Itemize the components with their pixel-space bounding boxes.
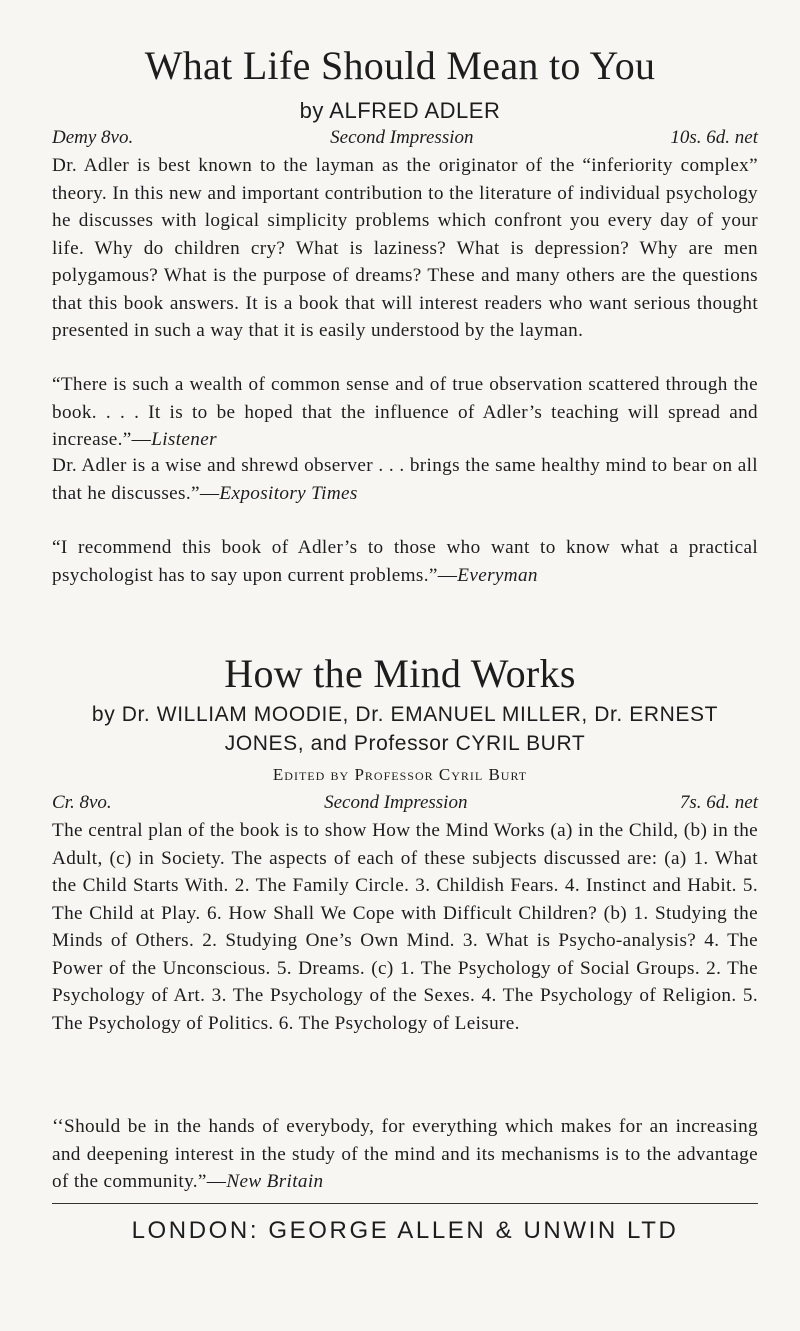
book1-impression: Second Impression (330, 127, 474, 148)
book1-review-3 (52, 534, 758, 589)
book2-editor: Edited by Professor Cyril Burt (272, 765, 528, 784)
book1-title: What Life Should Mean to You (144, 43, 656, 88)
review-source: Expository Times (219, 482, 358, 504)
review-text: “There is such a wealth of common sense and of true observation scattered through the book. . . . It is to be hoped that the influence of Adler’s teaching will spread and increase.”— (52, 374, 758, 450)
divider-rule (52, 1203, 758, 1204)
review-source: Everyman (457, 564, 538, 586)
book1-review-2 (52, 452, 758, 507)
book2-impression: Second Impression (324, 792, 468, 813)
book2-authors: by Dr. WILLIAM MOODIE, Dr. EMANUEL MILLER, Dr. ERNEST JONES, and Professor CYRIL BURT (91, 703, 719, 755)
book1-price: 10s. 6d. net (670, 127, 758, 148)
publisher-imprint: LONDON: GEORGE ALLEN & UNWIN LTD (131, 1217, 679, 1244)
book1-format: Demy 8vo. (52, 127, 134, 148)
book2-title: How the Mind Works (224, 651, 576, 696)
review-source: Listener (151, 429, 217, 450)
book1-review-1 (52, 371, 758, 454)
book1-description: Dr. Adler is best known to the layman as the originator of the “inferiority complex” theory. In this new and important contribution to the literature of individual psychology he discusses with logical simplicity problems which confront you every day of your life. Why do children cry? What is laziness? What is depression? Why are men polygamous? What is the purpose of dreams? These and many others are the questions that this book answers. It is a book that will interest readers who want serious thought presented in such a way that it is easily understood by the layman. (52, 155, 758, 341)
book2-price: 7s. 6d. net (679, 792, 758, 813)
review-text: “I recommend this book of Adler’s to those who want to know what a practical psychologist has to say upon current problems.”— (52, 537, 758, 586)
book2-review (52, 1113, 758, 1196)
book2-format: Cr. 8vo. (52, 792, 112, 813)
book2-meta (52, 792, 758, 814)
book1-meta (52, 127, 758, 149)
review-text: ‘‘Should be in the hands of everybody, for everything which makes for an increasing and deepening interest in the study of the mind and its mechanisms is to the advantage of the community.”— (52, 1116, 758, 1192)
book2-description: The central plan of the book is to show How the Mind Works (a) in the Child, (b) in the Adult, (c) in Society. The aspects of each of these subjects discussed are: (a) 1. What the Child Starts With. 2. The Family Circle. 3. Childish Fears. 4. Instinct and Habit. 5. The Child at Play. 6. How Shall We Cope with Difficult Children? (b) 1. Studying the Minds of Others. 2. Studying One’s Own Mind. 3. What is Psycho-analysis? 4. The Power of the Unconscious. 5. Dreams. (c) 1. The Psychology of Social Groups. 2. The Psychology of Art. 3. The Psychology of the Sexes. 4. The Psychology of Religion. 5. The Psychology of Politics. 6. The Psychology of Leisure. (52, 820, 758, 1034)
book1-byline: by ALFRED ADLER (299, 98, 501, 123)
review-text: Dr. Adler is a wise and shrewd observer . . . brings the same healthy mind to bear on all that he discusses.”— (52, 455, 758, 504)
review-source: New Britain (226, 1171, 324, 1192)
